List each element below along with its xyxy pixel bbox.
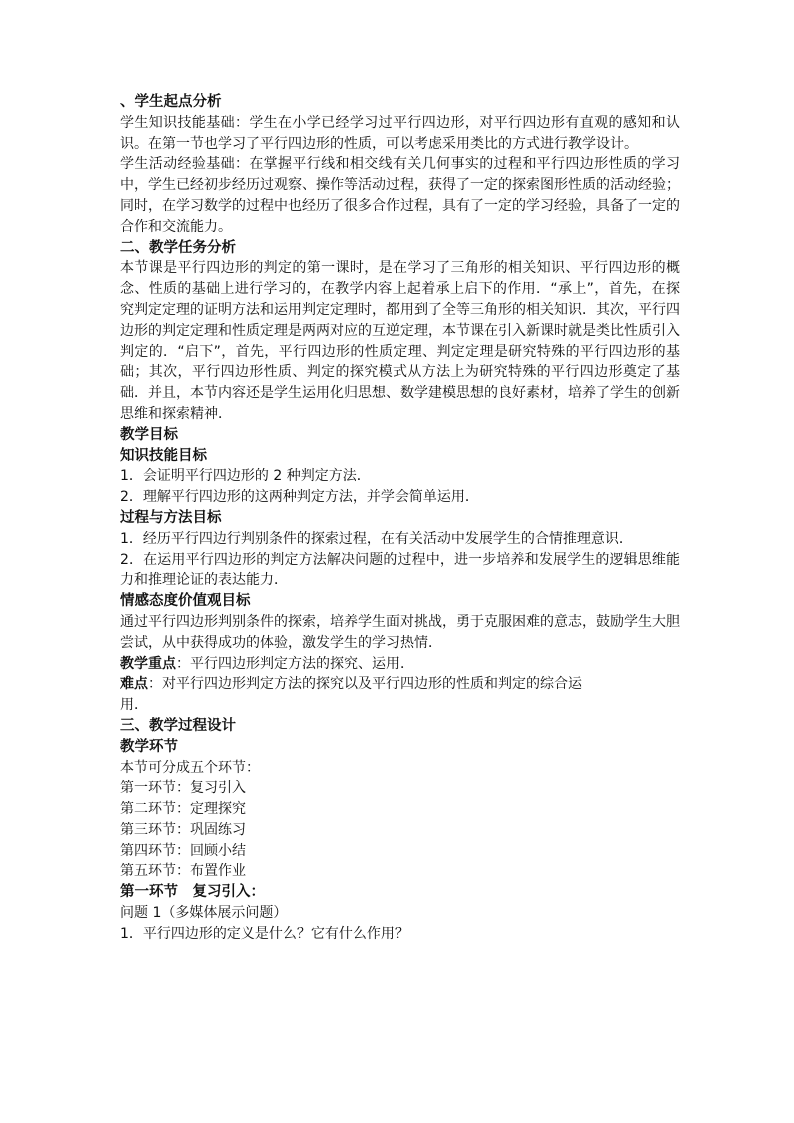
teaching-focus-label: 教学重点 [120,655,176,672]
teaching-focus-line [120,654,680,675]
list-item: 1．平行四边形的定义是什么？它有什么作用？ [120,925,409,942]
list-item: 第三环节：巩固练习 [120,821,246,838]
teaching-difficulty-line [120,674,680,695]
paragraph-emotion-goals: 通过平行四边形判别条件的探索，培养学生面对挑战，勇于克服困难的意志，鼓励学生大胆尝试，从中获得成功的体验，激发学生的学习热情． [120,613,680,651]
teaching-difficulty-label: 难点 [120,676,148,693]
heading-teaching-steps: 教学环节 [120,738,178,755]
teaching-difficulty-text: ：对平行四边形判定方法的探究以及平行四边形的性质和判定的综合运 [148,676,582,693]
section-heading-student-analysis: 、学生起点分析 [120,94,222,110]
list-item: 2．在运用平行四边形的判定方法解决问题的过程中，进一步培养和发展学生的逻辑思维能力和推理论证的表达能力． [120,551,680,589]
list-item: 2．理解平行四边形的这两种判定方法，并学会简单运用． [120,489,479,506]
teaching-focus-text: ：平行四边形判定方法的探究、运用． [176,655,414,672]
heading-knowledge-goals: 知识技能目标 [120,447,207,464]
teaching-difficulty-continued: 用． [120,697,148,714]
heading-process-goals: 过程与方法目标 [120,509,222,526]
list-item: 第二环节：定理探究 [120,801,246,818]
heading-emotion-goals: 情感态度价值观目标 [120,593,251,610]
list-item: 1．经历平行四边行判别条件的探索过程，在有关活动中发展学生的合情推理意识． [120,530,633,547]
steps-intro: 本节可分成五个环节： [120,759,260,776]
section-heading-task-analysis: 二、教学任务分析 [120,239,236,256]
list-item: 第一环节：复习引入 [120,780,246,797]
paragraph-activity-basis: 学生活动经验基础：在掌握平行线和相交线有关几何事实的过程和平行四边形性质的学习中，学生已经初步经历过观察、操作等活动过程，获得了一定的探索图形性质的活动经验；同时，在学习数学的过程中也经历了很多合作过程，具有了一定的学习经验，具备了一定的合作和交流能力。 [120,156,680,235]
list-item: 第四环节：回顾小结 [120,842,246,859]
heading-teaching-goals: 教学目标 [120,426,178,443]
list-item: 第五环节：布置作业 [120,863,246,880]
section-heading-process-design: 三、教学过程设计 [120,717,236,734]
paragraph-task-analysis: 本节课是平行四边形的判定的第一课时，是在学习了三角形的相关知识、平行四边形的概念、性质的基础上进行学习的，在教学内容上起着承上启下的作用．“承上”，首先，在探究判定定理的证明方法和运用判定定理时，都用到了全等三角形的相关知识．其次，平行四边形的判定定理和性质定理是两两对应的互逆定理，本节课在引入新课时就是类比性质引入判定的．“启下”，首先，平行四边形的性质定理、判定定理是研究特殊的平行四边形的基础；其次，平行四边形性质、判定的探究模式从方法上为研究特殊的平行四边形奠定了基础．并且，本节内容还是学生运用化归思想、数学建模思想的良好素材，培养了学生的创新思维和探索精神． [120,260,680,422]
question-one-title: 问题 1（多媒体展示问题） [120,905,288,922]
paragraph-knowledge-basis: 学生知识技能基础：学生在小学已经学习过平行四边形，对平行四边形有直观的感知和认识。在第一节也学习了平行四边形的性质，可以考虑采用类比的方式进行教学设计。 [120,114,680,152]
list-item: 1．会证明平行四边形的 2 种判定方法． [120,468,371,485]
heading-stage-one: 第一环节 复习引入： [120,884,265,901]
document-page [120,92,680,945]
